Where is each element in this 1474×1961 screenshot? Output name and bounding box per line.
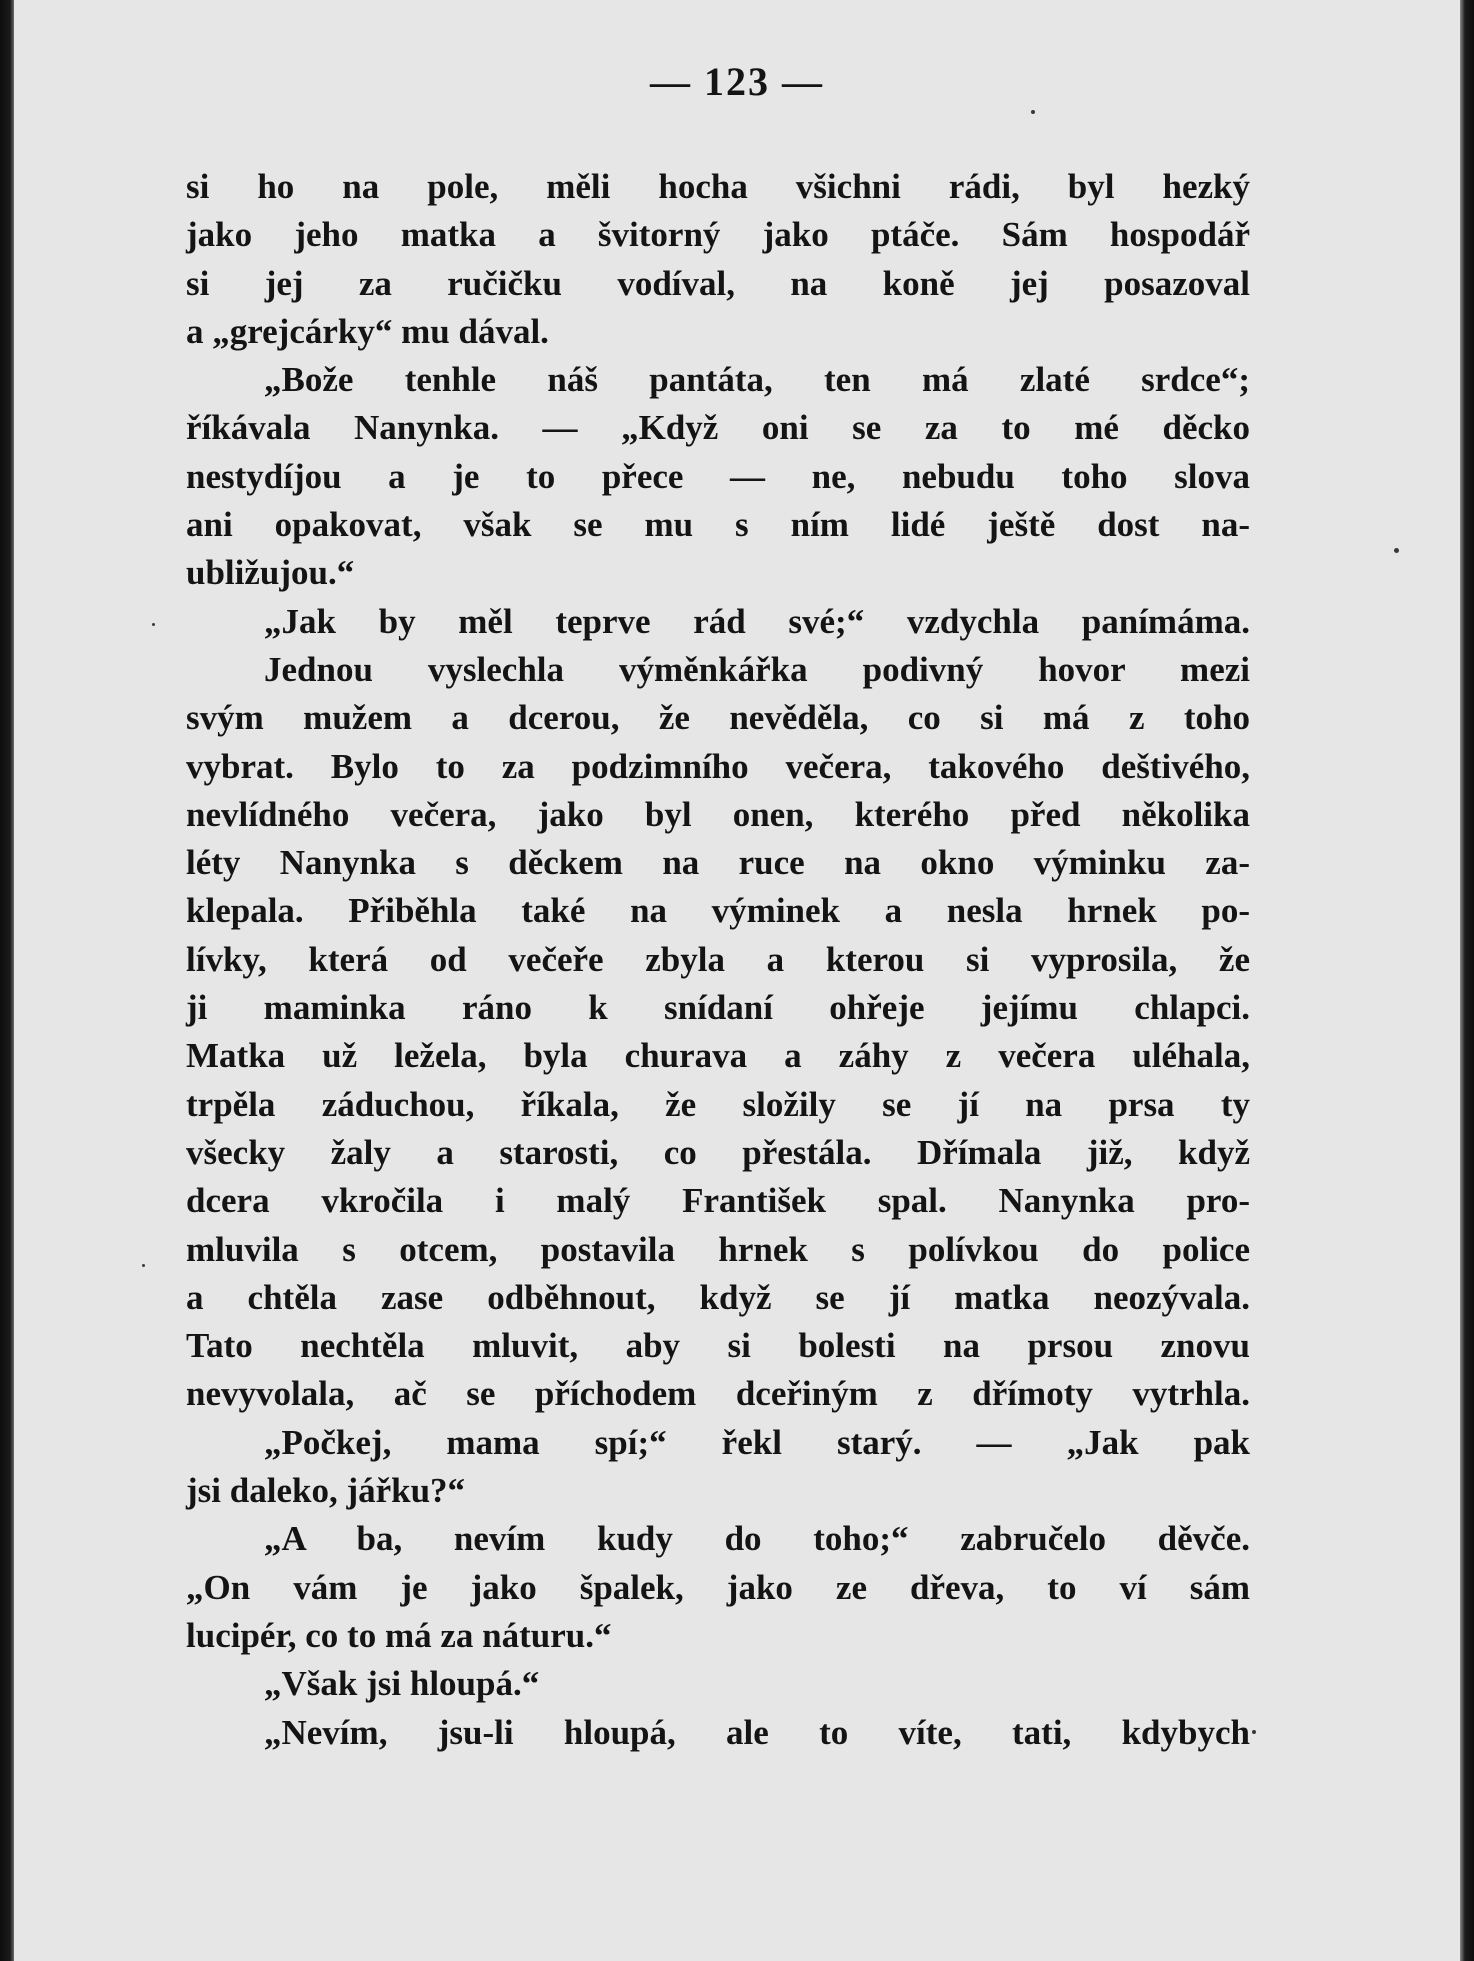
- text-line: lívky, která od večeře zbyla a kterou si vyprosila, že: [186, 939, 1250, 979]
- text-line: ani opakovat, však se mu s ním lidé ještě dost na-: [186, 505, 1250, 545]
- text-line: „On vám je jako špalek, jako ze dřeva, to ví sám: [186, 1567, 1250, 1607]
- text-line: Matka už ležela, byla churava a záhy z večera uléhala,: [186, 1036, 1250, 1076]
- book-page: [14, 0, 1460, 1961]
- text-line: „Počkej, mama spí;“ řekl starý. — „Jak pak: [264, 1422, 1250, 1462]
- scan-speck: [142, 1264, 145, 1267]
- text-line: ubližujou.“: [186, 553, 355, 593]
- text-line: nevlídného večera, jako byl onen, kterého před několika: [186, 794, 1250, 834]
- text-line: „Nevím, jsu-li hloupá, ale to víte, tati, kdybych: [264, 1712, 1250, 1752]
- text-line: Tato nechtěla mluvit, aby si bolesti na prsou znovu: [186, 1326, 1250, 1366]
- scan-speck: [152, 623, 155, 626]
- scan-speck: [1394, 548, 1399, 553]
- text-line: „Bože tenhle náš pantáta, ten má zlaté srdce“;: [264, 360, 1250, 400]
- text-line: jako jeho matka a švitorný jako ptáče. Sám hospodář: [186, 215, 1250, 255]
- text-line: klepala. Přiběhla také na výminek a nesla hrnek po-: [186, 891, 1250, 931]
- text-line: svým mužem a dcerou, že nevěděla, co si má z toho: [186, 698, 1250, 738]
- text-line: vybrat. Bylo to za podzimního večera, takového deštivého,: [186, 746, 1250, 786]
- text-line: mluvila s otcem, postavila hrnek s polívkou do police: [186, 1229, 1250, 1269]
- text-line: všecky žaly a starosti, co přestála. Dřímala již, když: [186, 1132, 1250, 1172]
- text-line: nevyvolala, ač se příchodem dceřiným z dřímoty vytrhla.: [186, 1374, 1250, 1414]
- text-line: „A ba, nevím kudy do toho;“ zabručelo děvče.: [264, 1519, 1250, 1559]
- text-line: Jednou vyslechla výměnkářka podivný hovor mezi: [264, 649, 1250, 689]
- scan-edge-right: [1460, 0, 1474, 1961]
- text-line: lucipér, co to má za náturu.“: [186, 1615, 612, 1655]
- body-text: [186, 163, 1250, 1757]
- text-line: „Však jsi hloupá.“: [264, 1664, 540, 1704]
- page-number: — 123 —: [650, 59, 824, 104]
- text-line: a chtěla zase odběhnout, když se jí matka neozývala.: [186, 1277, 1250, 1317]
- text-line: dcera vkročila i malý František spal. Nanynka pro-: [186, 1181, 1250, 1221]
- text-line: a „grejcárky“ mu dával.: [186, 311, 549, 351]
- scan-speck: [1252, 1730, 1256, 1734]
- text-line: jsi daleko, jářku?“: [186, 1471, 466, 1511]
- text-line: ji maminka ráno k snídaní ohřeje jejímu chlapci.: [186, 988, 1250, 1028]
- text-line: léty Nanynka s děckem na ruce na okno výminku za-: [186, 843, 1250, 883]
- text-line: říkávala Nanynka. — „Když oni se za to mé děcko: [186, 408, 1250, 448]
- text-line: trpěla záduchou, říkala, že složily se jí na prsa ty: [186, 1084, 1250, 1124]
- text-line: si jej za ručičku vodíval, na koně jej posazoval: [186, 263, 1250, 303]
- text-line: nestydíjou a je to přece — ne, nebudu toho slova: [186, 456, 1250, 496]
- text-line: „Jak by měl teprve rád své;“ vzdychla panímáma.: [264, 601, 1250, 641]
- scan-speck: [1031, 110, 1035, 114]
- scan-edge-left: [0, 0, 14, 1961]
- text-line: si ho na pole, měli hocha všichni rádi, byl hezký: [186, 167, 1250, 206]
